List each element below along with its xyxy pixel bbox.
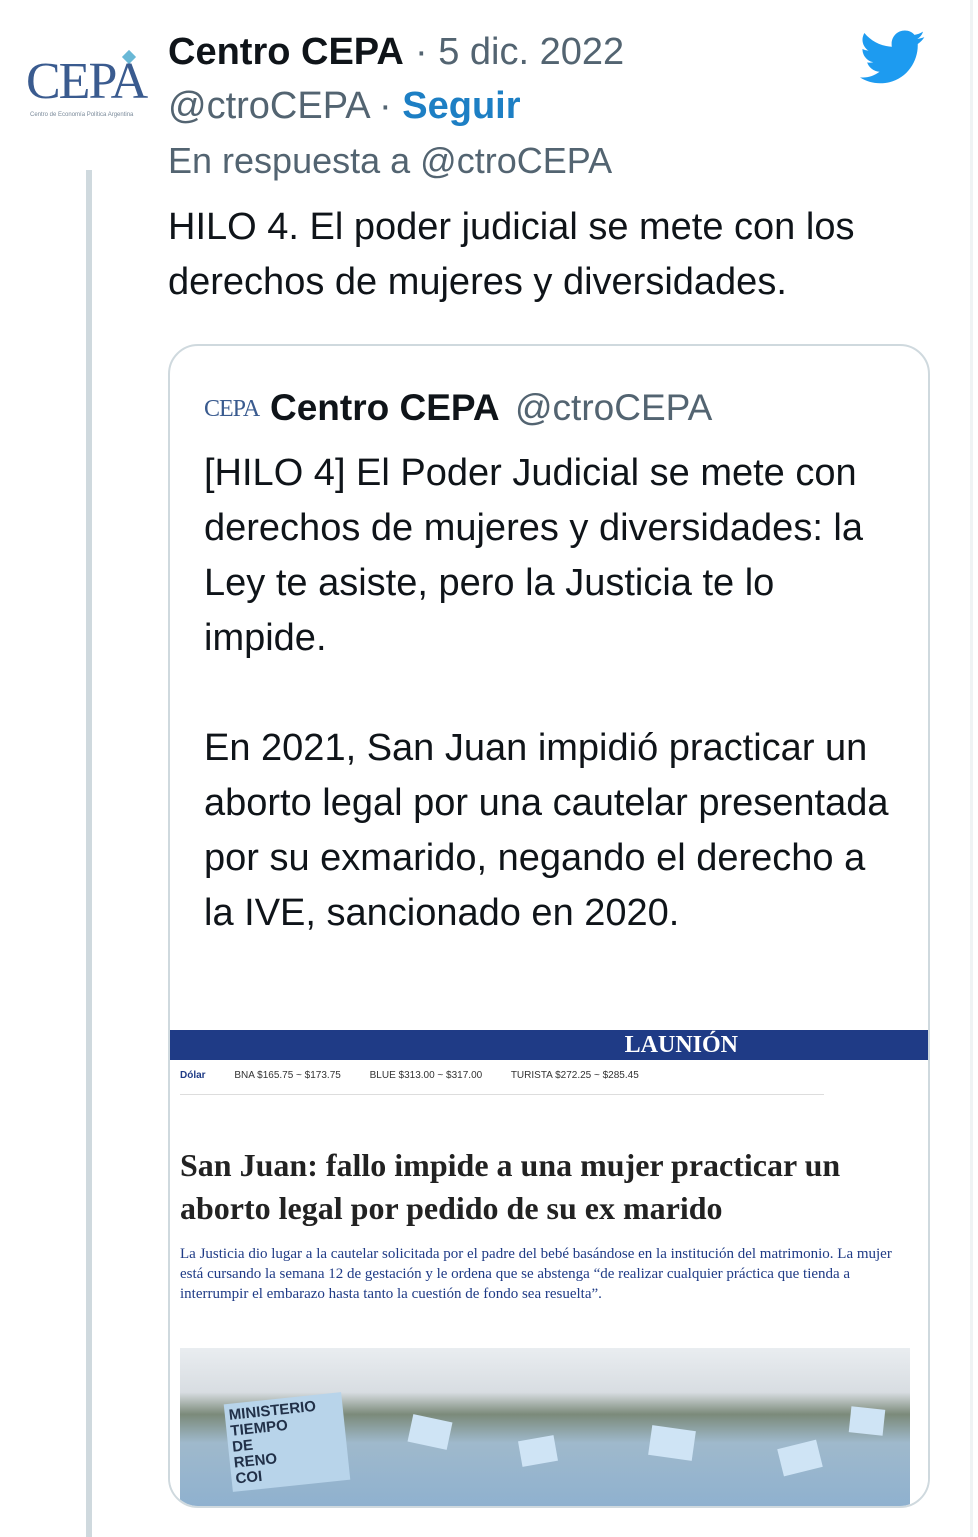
photo-flag xyxy=(849,1406,886,1435)
ticker-divider xyxy=(180,1094,824,1095)
tweet-date[interactable]: · 5 dic. 2022 xyxy=(415,31,625,73)
photo-flag xyxy=(518,1435,558,1467)
quoted-avatar: CEPA xyxy=(204,396,260,422)
quoted-author-name: Centro CEPA xyxy=(270,387,500,428)
article-lede: La Justicia dio lugar a la cautelar solicitada por el padre del bebé basándose en la institución del matrimonio. La mujer está cursando la semana 12 de gestación y le ordena que se abstenga “de realizar cualquier práctica que tienda a interrumpir el embarazo hasta tanto la cuestión de fondo sea resuelta”. xyxy=(180,1246,892,1302)
article-photo xyxy=(180,1348,910,1506)
ticker-blue: BLUE $313.00 ~ $317.00 xyxy=(369,1070,483,1081)
separator-dot: · xyxy=(368,85,403,127)
follow-button[interactable]: Seguir xyxy=(402,85,521,127)
photo-flag xyxy=(777,1440,823,1477)
tweet-text: HILO 4. El poder judicial se mete con los derechos de mujeres y diversidades. xyxy=(168,206,855,303)
photo-flag xyxy=(408,1414,453,1450)
avatar-logo-subtext: Centro de Economía Política Argentina xyxy=(30,112,134,118)
author-handle[interactable]: @ctroCEPA xyxy=(168,85,369,127)
thread-connector-line xyxy=(86,170,92,1537)
avatar-logo-text: CEPA xyxy=(26,53,147,110)
newspaper-logo: LAUNIÓN xyxy=(624,1032,738,1058)
quoted-author-handle: @ctroCEPA xyxy=(515,387,713,428)
protest-sign xyxy=(224,1392,351,1492)
handle-row xyxy=(168,84,521,128)
scrollbar-track xyxy=(970,0,973,1537)
protest-sign-text: MINISTERIO TIEMPO DE RENO COI xyxy=(228,1397,317,1488)
quoted-tweet-text: [HILO 4] El Poder Judicial se mete con derechos de mujeres y diversidades: la Ley te asiste, pero la Justicia te lo impide. En 2021, San Juan impidió practicar un aborto legal por una cautelar presentada por su exmarido, negando el derecho a la IVE, sancionado en 2020. xyxy=(204,452,889,934)
avatar[interactable] xyxy=(26,52,146,122)
ticker-turista: TURISTA $272.25 ~ $285.45 xyxy=(510,1070,639,1081)
quoted-tweet-card[interactable] xyxy=(168,344,930,1508)
twitter-bird-icon[interactable] xyxy=(860,30,926,86)
reply-context[interactable]: En respuesta a @ctroCEPA xyxy=(168,140,613,181)
article-headline: San Juan: fallo impide a una mujer practicar un aborto legal por pedido de su ex marido xyxy=(180,1147,841,1226)
photo-flag xyxy=(648,1425,696,1461)
currency-ticker xyxy=(180,1070,665,1081)
author-name[interactable]: Centro CEPA xyxy=(168,31,404,73)
article-screenshot-image[interactable] xyxy=(170,1030,928,1506)
ticker-label: Dólar xyxy=(180,1070,206,1081)
ticker-bna: BNA $165.75 ~ $173.75 xyxy=(234,1070,341,1081)
newspaper-masthead xyxy=(170,1030,928,1060)
